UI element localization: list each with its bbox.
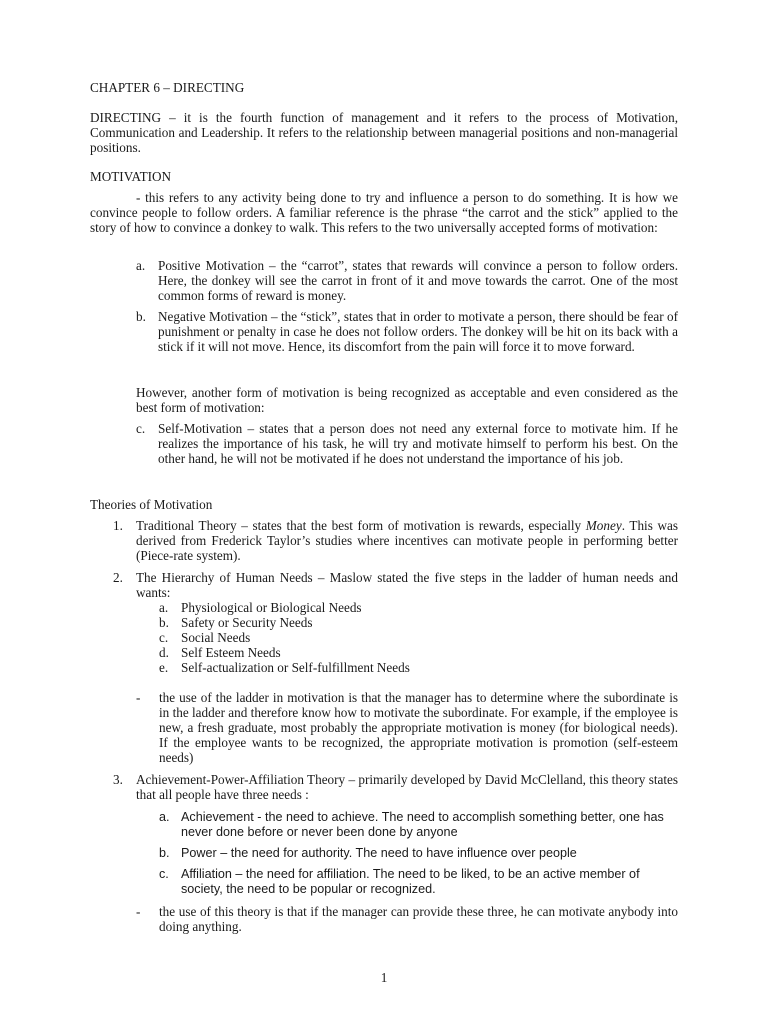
hierarchy-theory-text: The Hierarchy of Human Needs – Maslow stated the five steps in the ladder of human needs and wants: [136, 570, 678, 600]
however-paragraph: However, another form of motivation is being recognized as acceptable and even considered as the best form of motivation: [136, 385, 678, 415]
list-marker: 1. [113, 518, 123, 533]
need-description: Power – the need for authority. The need to have influence over people [181, 846, 577, 860]
theories-heading: Theories of Motivation [90, 497, 213, 512]
money-emphasis: Money [585, 518, 622, 533]
negative-motivation-text: Negative Motivation – the “stick”, states that in order to motivate a person, there should be fear of punishment or penalty in case he does not follow orders. The donkey will be hit on its back with a stick if it will not move. Hence, its discomfort from the pain will force it to move forward. [158, 309, 678, 354]
list-marker: b. [136, 309, 146, 324]
list-marker: b. [159, 846, 170, 860]
hierarchy-note-text: the use of the ladder in motivation is that the manager has to determine where the subordinate is in the ladder and therefore know how to motivate the subordinate. For example, if the employee is new, a fresh graduate, most probably the appropriate motivation is money (for biological needs). If the employee wants to be recognized, the appropriate motivation is promotion (self-esteem needs) [159, 690, 678, 765]
chapter-title: CHAPTER 6 – DIRECTING [90, 80, 245, 95]
traditional-theory-text: Traditional Theory – states that the best form of motivation is rewards, especially Money. This was derived from Frederick Taylor’s studies where incentives can motivate people in performing better (Piece-rate system). [136, 518, 679, 563]
list-marker: b. [159, 615, 169, 630]
list-marker: a. [136, 258, 146, 273]
directing-definition: DIRECTING – it is the fourth function of management and it refers to the process of Motivation, Communication and Leadership. It refers to the relationship between managerial positions and non-managerial positions. [90, 110, 678, 155]
achievement-note-text: the use of this theory is that if the manager can provide these three, he can motivate anybody into doing anything. [159, 904, 678, 934]
list-marker: a. [159, 600, 169, 615]
list-marker: 3. [113, 772, 123, 787]
motivation-heading: MOTIVATION [90, 169, 172, 184]
list-marker: c. [136, 421, 146, 436]
list-marker: c. [159, 630, 169, 645]
achievement-theory-text: Achievement-Power-Affiliation Theory – primarily developed by David McClelland, this theory states that all people have three needs : [136, 772, 678, 802]
page-number: 1 [380, 970, 388, 985]
need-label: Social Needs [181, 630, 251, 645]
need-label: Self-actualization or Self-fulfillment Needs [181, 660, 410, 675]
need-description: Achievement - the need to achieve. The need to accomplish something better, one has never done before or never been done by anyone [181, 810, 664, 839]
need-label: Physiological or Biological Needs [181, 600, 362, 615]
list-marker: d. [159, 645, 169, 660]
self-motivation-text: Self-Motivation – states that a person does not need any external force to motivate him. If he realizes the importance of his task, he will try and motivate himself to perform his best. On the other hand, he will not be motivated if he does not understand the importance of his job. [158, 421, 678, 466]
need-label: Self Esteem Needs [181, 645, 281, 660]
motivation-intro: - this refers to any activity being done to try and influence a person to do something. It is how we convince people to follow orders. A familiar reference is the phrase “the carrot and the stick” applied to the story of how to convince a donkey to walk. This refers to the two universally accepted forms of motivation: [90, 190, 678, 235]
positive-motivation-text: Positive Motivation – the “carrot”, states that rewards will convince a person to follow orders. Here, the donkey will see the carrot in front of it and move towards the carrot. One of the most common forms of reward is money. [158, 258, 678, 303]
list-marker: a. [159, 810, 170, 824]
dash-marker: - [136, 904, 141, 919]
list-marker: c. [159, 867, 169, 881]
need-label: Safety or Security Needs [181, 615, 313, 630]
list-marker: e. [159, 660, 169, 675]
need-description: Affiliation – the need for affiliation. The need to be liked, to be an active member of society, the need to be popular or recognized. [181, 867, 640, 896]
dash-marker: - [136, 690, 141, 705]
list-marker: 2. [113, 570, 123, 585]
